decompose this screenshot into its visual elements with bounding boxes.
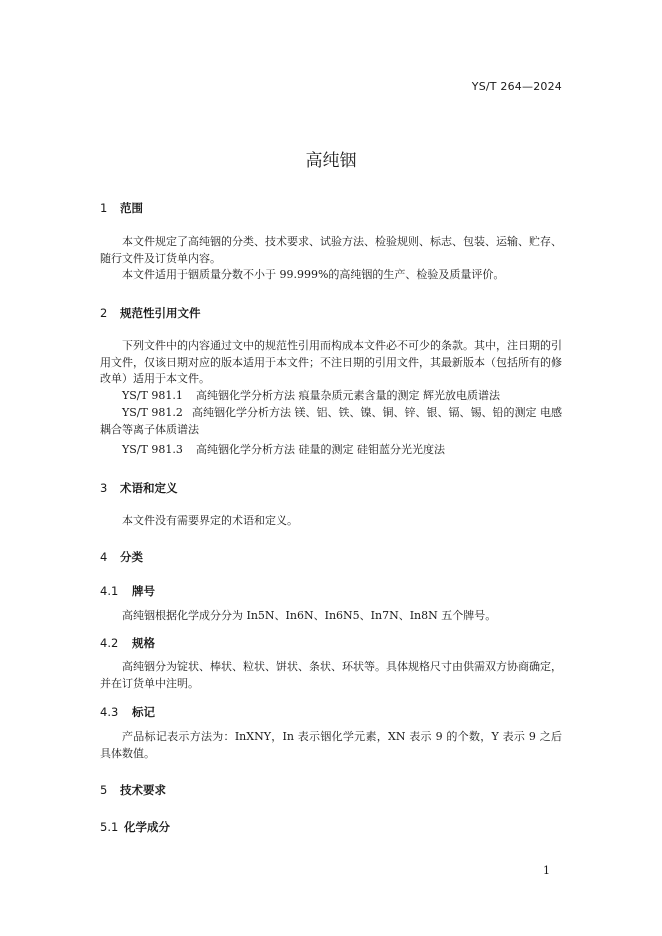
heading-text: 化学成分 <box>124 820 170 834</box>
reference-title: 高纯铟化学分析方法 硅量的测定 硅钼蓝分光光度法 <box>196 443 445 456</box>
reference-title: 高纯铟化学分析方法 镁、铝、铁、镍、铜、锌、银、镉、锡、铅的测定 电感耦合等离子体质谱法 <box>100 406 562 436</box>
heading-scope <box>100 200 143 216</box>
page-number: 1 <box>543 864 550 877</box>
heading-text: 范围 <box>120 201 143 215</box>
heading-text: 规范性引用文件 <box>120 306 201 320</box>
heading-marking <box>100 704 155 720</box>
heading-technical-requirements <box>100 782 166 798</box>
paragraph-specification: 高纯铟分为锭状、棒状、粒状、饼状、条状、环状等。具体规格尺寸由供需双方协商确定，并在订货单中注明。 <box>100 660 562 690</box>
heading-number: 5.1 <box>100 820 119 834</box>
document-title: 高纯铟 <box>305 151 357 171</box>
heading-number: 4.2 <box>100 636 119 650</box>
heading-text: 标记 <box>132 705 155 719</box>
heading-normative-references <box>100 305 201 321</box>
heading-number: 5 <box>100 783 108 797</box>
heading-number: 1 <box>100 201 108 215</box>
standard-code: YS/T 264—2024 <box>471 80 562 93</box>
heading-number: 2 <box>100 306 108 320</box>
reference-code: YS/T 981.2 <box>122 406 183 419</box>
heading-chemical-composition <box>100 819 170 835</box>
heading-specification <box>100 635 155 651</box>
paragraph-terms: 本文件没有需要界定的术语和定义。 <box>122 514 298 527</box>
heading-text: 技术要求 <box>120 783 166 797</box>
paragraph-marking: 产品标记表示方法为：InXNY，In 表示铟化学元素，XN 表示 9 的个数，Y 表示 9 之后具体数值。 <box>100 730 562 760</box>
heading-number: 4.3 <box>100 705 119 719</box>
heading-number: 4 <box>100 550 108 564</box>
heading-text: 分类 <box>120 550 143 564</box>
heading-terms <box>100 480 178 496</box>
heading-number: 3 <box>100 481 108 495</box>
paragraph-grade: 高纯铟根据化学成分分为 In5N、In6N、In6N5、In7N、In8N 五个牌号。 <box>122 609 497 622</box>
paragraph-references-intro: 下列文件中的内容通过文中的规范性引用而构成本文件必不可少的条款。其中，注日期的引用文件，仅该日期对应的版本适用于本文件；不注日期的引用文件，其最新版本（包括所有的修改单）适用于本文件。 <box>100 339 562 385</box>
paragraph-scope-2: 本文件适用于铟质量分数不小于 99.999%的高纯铟的生产、检验及质量评价。 <box>122 268 505 281</box>
heading-classification <box>100 549 143 565</box>
reference-item <box>122 442 562 459</box>
reference-code: YS/T 981.1 <box>122 389 183 402</box>
reference-item <box>100 405 562 438</box>
reference-item <box>122 388 562 405</box>
heading-number: 4.1 <box>100 584 119 598</box>
heading-text: 术语和定义 <box>120 481 178 495</box>
heading-grade <box>100 583 155 599</box>
reference-code: YS/T 981.3 <box>122 443 183 456</box>
paragraph-scope-1: 本文件规定了高纯铟的分类、技术要求、试验方法、检验规则、标志、包装、运输、贮存、随行文件及订货单内容。 <box>100 235 562 265</box>
reference-title: 高纯铟化学分析方法 痕量杂质元素含量的测定 辉光放电质谱法 <box>196 389 500 402</box>
heading-text: 规格 <box>132 636 155 650</box>
heading-text: 牌号 <box>132 584 155 598</box>
